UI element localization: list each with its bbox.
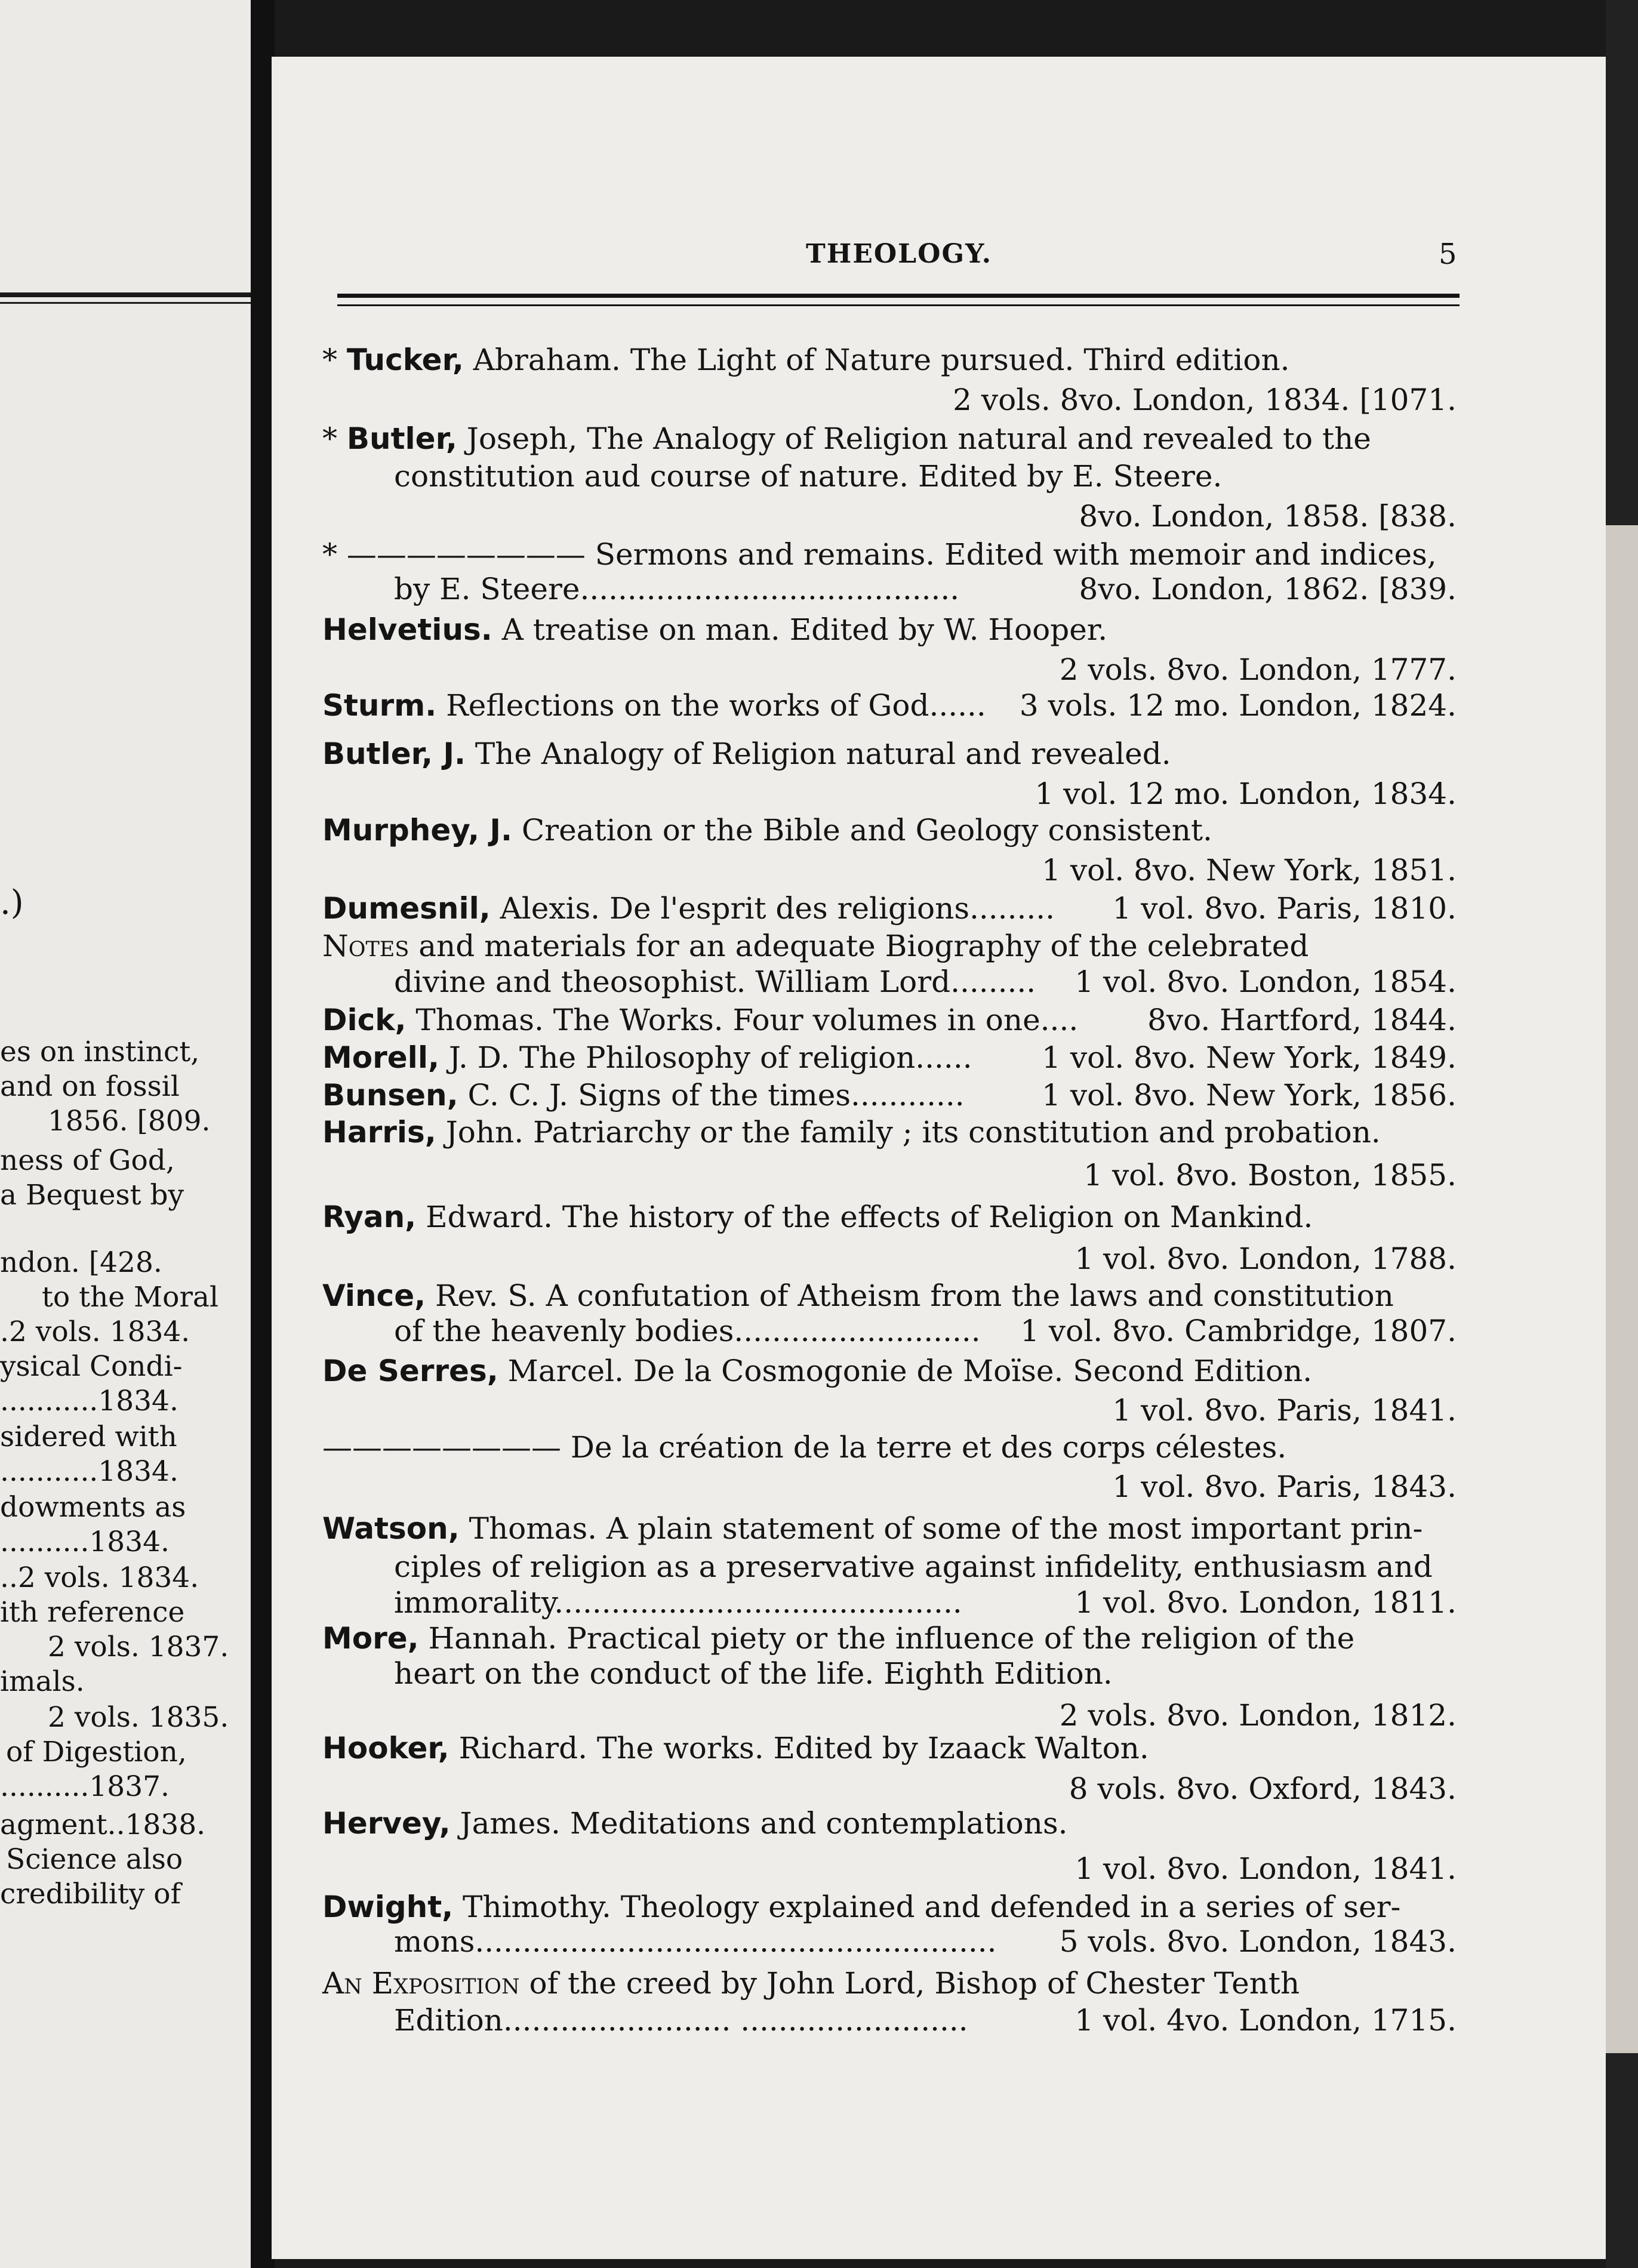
- entry-dick: [322, 1005, 1457, 1035]
- entry-title: Abraham. The Light of Nature pursued. Third edition.: [463, 343, 1290, 377]
- entry-title: Hannah. Practical piety or the influence of the religion of the: [418, 1621, 1355, 1656]
- left-page-line: imals.: [0, 1665, 85, 1698]
- entry-author: Butler,: [346, 421, 457, 456]
- entry-title: Creation or the Bible and Geology consistent.: [512, 813, 1212, 848]
- entry-morell: [322, 1040, 1457, 1075]
- left-page-line: ith reference: [0, 1596, 185, 1629]
- entry-de-serres-creation: [322, 1430, 1457, 1465]
- entry-imprint-text: 1 vol. 8vo. Paris, 1810.: [1112, 891, 1457, 926]
- entry-title: John. Patriarchy or the family ; its constitution and probation.: [436, 1115, 1381, 1150]
- entry-sturm: [322, 688, 1457, 723]
- entry-author: Sturm.: [322, 688, 437, 723]
- entry-imprint: [322, 853, 1457, 888]
- entry-imprint: [322, 1160, 1457, 1190]
- entry-exposition: [322, 1966, 1457, 2001]
- entry-continuation: constitution aud course of nature. Edited by E. Steere.: [394, 459, 1223, 494]
- left-page-rule: [0, 292, 251, 297]
- entry-imprint-text: 1 vol. 8vo. Cambridge, 1807.: [1020, 1314, 1457, 1348]
- entry-title: Richard. The works. Edited by Izaack Walton.: [449, 1731, 1149, 1765]
- entry-imprint: [322, 1469, 1457, 1504]
- entry-dwight: [322, 1892, 1457, 1922]
- entry-murphey: [322, 813, 1457, 848]
- entry-imprint: [322, 1851, 1457, 1886]
- entry-author: Dwight,: [322, 1890, 454, 1924]
- entry-imprint: [322, 385, 1457, 415]
- entry-continuation: heart on the conduct of the life. Eighth Edition.: [394, 1656, 1113, 1691]
- entry-imprint-text: 1 vol. 8vo. London, 1854.: [1074, 964, 1457, 999]
- left-page-line: ysical Condi-: [0, 1350, 183, 1383]
- entry-dotted-text: by E. Steere........................................: [394, 572, 960, 606]
- left-facing-page: [0, 0, 251, 2268]
- entry-notes: [322, 931, 1457, 961]
- entry-author: Dumesnil,: [322, 891, 491, 926]
- entry-author: Ryan,: [322, 1200, 417, 1234]
- entry-continuation: [394, 2003, 1457, 2038]
- entry-continuation: [394, 1316, 1457, 1346]
- entry-title: Thomas. The Works. Four volumes in one....: [406, 1003, 1079, 1037]
- entry-title: and materials for an adequate Biography of the celebrated: [409, 929, 1309, 963]
- book-gutter: [251, 0, 275, 2268]
- entry-author: Morell,: [322, 1040, 439, 1075]
- left-page-line: ...........1834.: [0, 1385, 178, 1417]
- entry-harris: [322, 1115, 1457, 1150]
- entry-title: C. C. J. Signs of the times............: [458, 1078, 965, 1113]
- left-page-mark: .): [0, 883, 24, 922]
- entry-imprint: [322, 1241, 1457, 1276]
- entry-imprint-text: 8vo. London, 1862. [839.: [1079, 572, 1457, 606]
- entry-author: Vince,: [322, 1278, 426, 1313]
- entry-title: Alexis. De l'esprit des religions.........: [490, 891, 1055, 926]
- entry-title: Joseph, The Analogy of Religion natural and revealed to the: [457, 421, 1371, 456]
- entry-title: ———————— De la création de la terre et des corps célestes.: [322, 1430, 1287, 1465]
- entry-imprint-text: 1 vol. 8vo. London, 1788.: [1074, 1241, 1457, 1276]
- entry-continuation: ciples of religion as a preservative against infidelity, enthusiasm and: [394, 1549, 1433, 1584]
- entry-title: Marcel. De la Cosmogonie de Moïse. Second Edition.: [498, 1354, 1313, 1388]
- entry-title: Edward. The history of the effects of Religion on Mankind.: [416, 1200, 1313, 1234]
- entry-continuation: [394, 1585, 1457, 1620]
- entry-author: An Exposition: [322, 1966, 520, 2001]
- left-page-line: .2 vols. 1834.: [0, 1315, 190, 1348]
- entry-dotted-text: divine and theosophist. William Lord.........: [394, 964, 1036, 999]
- asterisk-mark: *: [322, 343, 347, 377]
- entry-imprint-text: 8vo. London, 1858. [838.: [1079, 499, 1457, 534]
- entry-imprint: [322, 1393, 1457, 1428]
- running-head: THEOLOGY.: [806, 239, 993, 269]
- entry-author: Murphey, J.: [322, 813, 513, 848]
- entry-hervey: [322, 1806, 1457, 1841]
- left-page-line: 1856. [809.: [48, 1105, 211, 1138]
- page-number: 5: [1439, 238, 1457, 271]
- entry-title: ———————— Sermons and remains. Edited with memoir and indices,: [346, 537, 1437, 572]
- left-page-line: ndon. [428.: [0, 1246, 162, 1279]
- entry-watson: [322, 1511, 1457, 1546]
- entry-title: James. Meditations and contemplations.: [450, 1806, 1068, 1841]
- entry-imprint: [322, 1698, 1457, 1733]
- left-page-line: 2 vols. 1835.: [48, 1701, 229, 1734]
- entry-imprint-text: 2 vols. 8vo. London, 1777.: [1059, 652, 1457, 687]
- entry-imprint: [322, 499, 1457, 534]
- entry-author: Hooker,: [322, 1731, 449, 1765]
- entry-de-serres: [322, 1356, 1457, 1386]
- left-page-line: sidered with: [0, 1420, 177, 1453]
- entry-vince: [322, 1278, 1457, 1313]
- entry-imprint-text: 1 vol. 4vo. London, 1715.: [1074, 2003, 1457, 2038]
- entry-author: Bunsen,: [322, 1078, 458, 1113]
- entry-dotted-text: of the heavenly bodies..........................: [394, 1314, 981, 1348]
- entry-title: The Analogy of Religion natural and revealed.: [465, 737, 1171, 771]
- entry-dotted-text: Edition........................ ........................: [394, 2003, 968, 2038]
- entry-imprint-text: 1 vol. 12 mo. London, 1834.: [1034, 776, 1457, 811]
- entry-imprint-text: 1 vol. 8vo. New York, 1849.: [1042, 1040, 1457, 1075]
- header-rule-thick: [337, 294, 1460, 298]
- entry-imprint-text: 5 vols. 8vo. London, 1843.: [1059, 1924, 1457, 1959]
- entry-author: Notes: [322, 929, 410, 963]
- entry-dotted-text: immorality...........................................: [394, 1585, 962, 1620]
- entry-title: A treatise on man. Edited by W. Hooper.: [492, 612, 1108, 647]
- left-page-line: ..2 vols. 1834.: [0, 1561, 199, 1594]
- left-page-line: ness of God,: [0, 1144, 175, 1177]
- entry-title: J. D. The Philosophy of religion......: [439, 1040, 972, 1075]
- left-page-line: a Bequest by: [0, 1179, 184, 1212]
- entry-imprint-text: 1 vol. 8vo. Boston, 1855.: [1083, 1158, 1457, 1192]
- entry-butler-sermons: [322, 537, 1457, 572]
- entry-ryan: [322, 1202, 1457, 1232]
- left-page-line: ..........1834.: [0, 1526, 170, 1558]
- entry-dumesnil: [322, 891, 1457, 926]
- left-page-line: agment..1838.: [0, 1808, 206, 1841]
- entry-imprint-text: 2 vols. 8vo. London, 1812.: [1059, 1698, 1457, 1733]
- entry-title: Thimothy. Theology explained and defended in a series of ser-: [453, 1890, 1401, 1924]
- entry-imprint: [322, 1771, 1457, 1806]
- entry-author: De Serres,: [322, 1354, 498, 1388]
- asterisk-mark: *: [322, 537, 347, 572]
- left-page-line: credibility of: [0, 1878, 181, 1910]
- entry-title: Rev. S. A confutation of Atheism from the laws and constitution: [426, 1278, 1394, 1313]
- entry-butler-joseph: [322, 421, 1457, 456]
- entry-bunsen: [322, 1078, 1457, 1113]
- entry-hooker: [322, 1733, 1457, 1763]
- left-page-line: and on fossil: [0, 1070, 180, 1103]
- entry-continuation: [394, 964, 1457, 999]
- entry-continuation: [394, 1924, 1457, 1959]
- entry-imprint-text: 1 vol. 8vo. Paris, 1843.: [1112, 1469, 1457, 1504]
- entry-helvetius: [322, 612, 1457, 647]
- entry-butler-j: [322, 739, 1457, 769]
- entry-imprint-text: 1 vol. 8vo. London, 1811.: [1074, 1585, 1457, 1620]
- entry-imprint-text: 1 vol. 8vo. New York, 1851.: [1042, 853, 1457, 888]
- entry-author: Hervey,: [322, 1806, 451, 1841]
- page-edge-band: [1606, 525, 1638, 2053]
- entry-imprint: [322, 652, 1457, 687]
- entry-dotted-text: mons.......................................................: [394, 1924, 997, 1959]
- entry-author: Watson,: [322, 1511, 460, 1546]
- entry-author: Butler, J.: [322, 737, 466, 771]
- left-page-line: Science also: [6, 1843, 183, 1876]
- header-rule-thin: [337, 304, 1460, 306]
- entry-author: Tucker,: [346, 343, 464, 377]
- entry-imprint-text: 1 vol. 8vo. Paris, 1841.: [1112, 1393, 1457, 1428]
- entry-title: Thomas. A plain statement of some of the most important prin-: [459, 1511, 1423, 1546]
- entry-continuation: [394, 574, 1457, 604]
- left-page-rule-thin: [0, 302, 251, 304]
- entry-title: Reflections on the works of God......: [436, 688, 986, 723]
- left-page-line: ..........1837.: [0, 1770, 170, 1803]
- left-page-line: 2 vols. 1837.: [48, 1631, 229, 1663]
- left-page-line: to the Moral: [42, 1281, 218, 1314]
- entry-imprint-text: 8vo. Hartford, 1844.: [1147, 1003, 1457, 1037]
- entry-imprint-text: 3 vols. 12 mo. London, 1824.: [1019, 688, 1457, 723]
- entry-imprint-text: 8 vols. 8vo. Oxford, 1843.: [1069, 1771, 1457, 1806]
- entry-imprint-text: 1 vol. 8vo. New York, 1856.: [1042, 1078, 1457, 1113]
- entry-author: Dick,: [322, 1003, 407, 1037]
- entry-imprint: [322, 776, 1457, 811]
- entry-tucker: [322, 345, 1457, 375]
- entry-author: Harris,: [322, 1115, 436, 1150]
- entry-imprint-text: 1 vol. 8vo. London, 1841.: [1074, 1851, 1457, 1886]
- entry-imprint-text: 2 vols. 8vo. London, 1834. [1071.: [953, 383, 1457, 417]
- entry-author: More,: [322, 1621, 419, 1656]
- entry-more: [322, 1621, 1457, 1656]
- left-page-line: es on instinct,: [0, 1036, 200, 1068]
- left-page-line: dowments as: [0, 1491, 186, 1524]
- entry-author: Helvetius.: [322, 612, 492, 647]
- asterisk-mark: *: [322, 421, 347, 456]
- entry-title: of the creed by John Lord, Bishop of Chester Tenth: [519, 1966, 1300, 2001]
- left-page-line: ...........1834.: [0, 1455, 178, 1488]
- left-page-line: of Digestion,: [6, 1736, 187, 1768]
